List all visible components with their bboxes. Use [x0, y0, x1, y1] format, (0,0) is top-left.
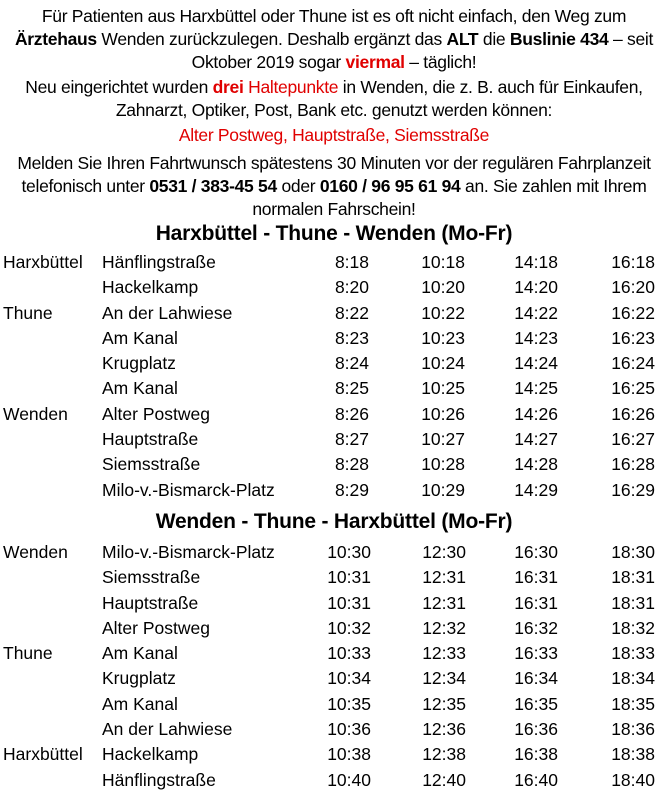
departure-time: 8:28 — [334, 454, 369, 475]
departure-time: 16:31 — [514, 592, 558, 613]
departure-time: 10:26 — [421, 403, 465, 424]
departure-time: 16:26 — [611, 403, 655, 424]
departure-time: 10:40 — [327, 769, 371, 790]
departure-time: 16:30 — [514, 542, 558, 562]
departure-time: 16:36 — [514, 719, 558, 740]
departure-time: 12:40 — [422, 769, 466, 790]
drei-highlight: drei — [212, 77, 244, 97]
viermal-highlight: viermal — [345, 52, 405, 72]
town-name: Thune — [3, 302, 53, 323]
departure-time: 10:36 — [327, 719, 371, 740]
town-name: Harxbüttel — [3, 252, 83, 272]
timetable-2 — [0, 540, 668, 793]
departure-time: 18:33 — [611, 643, 655, 664]
departure-time: 12:32 — [422, 617, 466, 638]
table-row — [0, 376, 668, 401]
departure-time: 14:29 — [514, 479, 558, 500]
departure-time: 16:38 — [514, 744, 558, 765]
departure-time: 10:31 — [327, 567, 371, 588]
departure-time: 8:18 — [334, 252, 369, 272]
departure-time: 12:36 — [422, 719, 466, 740]
departure-time: 16:33 — [514, 643, 558, 664]
departure-time: 10:33 — [327, 643, 371, 664]
stop-name: Hänflingstraße — [102, 252, 216, 272]
departure-time: 16:27 — [611, 429, 655, 450]
intro-paragraph-1: Für Patienten aus Harxbüttel oder Thune ist es oft nicht einfach, den Weg zum Ärztehaus Wenden zurückzulegen. Deshalb ergänzt das ALT die Buslinie 434 – seit Oktober 2019 sogar viermal – täglich! — [14, 6, 654, 72]
stop-name: An der Lahwiese — [102, 719, 233, 740]
departure-time: 12:31 — [422, 567, 466, 588]
stop-name: Alter Postweg — [102, 403, 210, 424]
table-row — [0, 768, 668, 793]
stop-name: Siemsstraße — [102, 567, 201, 588]
departure-time: 16:24 — [611, 353, 655, 374]
departure-time: 10:23 — [421, 327, 465, 348]
departure-time: 18:38 — [611, 744, 655, 765]
stop-name: Hauptstraße — [102, 592, 199, 613]
stop-name: Krugplatz — [102, 353, 176, 374]
aerztehaus-bold: Ärztehaus — [14, 29, 97, 49]
table-row — [0, 301, 668, 326]
table-row — [0, 540, 668, 565]
stop-name: Hauptstraße — [102, 429, 199, 450]
town-name: Thune — [3, 643, 53, 664]
table-row — [0, 250, 668, 275]
timetable-1 — [0, 250, 668, 503]
table-row — [0, 692, 668, 717]
departure-time: 14:26 — [514, 403, 558, 424]
timetable-1-title: Harxbüttel - Thune - Wenden (Mo-Fr) — [155, 222, 513, 245]
intro-paragraph-2: Neu eingerichtet wurden drei Haltepunkte in Wenden, die z. B. auch für Einkaufen, Zahnarzt, Optiker, Post, Bank etc. genutzt werden können: — [25, 77, 643, 120]
departure-time: 10:20 — [421, 277, 465, 298]
table-row — [0, 326, 668, 351]
departure-time: 18:30 — [611, 542, 655, 562]
departure-time: 10:31 — [327, 592, 371, 613]
departure-time: 10:35 — [327, 693, 371, 714]
phone-number-2: 0160 / 96 95 61 94 — [319, 176, 461, 196]
phone-number-1: 0531 / 383-45 54 — [149, 176, 277, 196]
table-row — [0, 275, 668, 300]
table-row — [0, 478, 668, 503]
departure-time: 14:24 — [514, 353, 558, 374]
departure-time: 14:27 — [514, 429, 558, 450]
stop-name: Hackelkamp — [102, 277, 199, 298]
table-row — [0, 641, 668, 666]
table-row — [0, 402, 668, 427]
departure-time: 10:18 — [421, 252, 465, 272]
departure-time: 8:23 — [334, 327, 369, 348]
departure-time: 12:34 — [422, 668, 466, 689]
departure-time: 16:29 — [611, 479, 655, 500]
intro-paragraph-4: Melden Sie Ihren Fahrtwunsch spätestens 30 Minuten vor der regulären Fahrplanzeit telefonisch unter 0531 / 383-45 54 oder 0160 / 96 95 61 94 an. Sie zahlen mit Ihrem normalen Fahrschein! — [17, 153, 651, 219]
departure-time: 8:20 — [334, 277, 369, 298]
departure-time: 16:32 — [514, 617, 558, 638]
departure-time: 10:28 — [421, 454, 465, 475]
departure-time: 18:36 — [611, 719, 655, 740]
table-row — [0, 427, 668, 452]
town-name: Harxbüttel — [3, 744, 83, 765]
stop-name: Am Kanal — [102, 378, 178, 399]
stop-name: Alter Postweg — [102, 617, 210, 638]
departure-time: 8:26 — [334, 403, 369, 424]
new-stops-list: Alter Postweg, Hauptstraße, Siemsstraße — [178, 125, 490, 145]
departure-time: 8:22 — [334, 302, 369, 323]
departure-time: 16:18 — [611, 252, 655, 272]
departure-time: 14:23 — [514, 327, 558, 348]
timetable-2-title: Wenden - Thune - Harxbüttel (Mo-Fr) — [155, 510, 513, 533]
departure-time: 16:35 — [514, 693, 558, 714]
departure-time: 12:35 — [422, 693, 466, 714]
departure-time: 10:22 — [421, 302, 465, 323]
town-name: Wenden — [3, 542, 68, 562]
stop-name: Hackelkamp — [102, 744, 199, 765]
stop-name: Siemsstraße — [102, 454, 201, 475]
departure-time: 10:27 — [421, 429, 465, 450]
departure-time: 14:28 — [514, 454, 558, 475]
stop-name: Krugplatz — [102, 668, 176, 689]
departure-time: 12:38 — [422, 744, 466, 765]
departure-time: 10:24 — [421, 353, 465, 374]
departure-time: 14:18 — [514, 252, 558, 272]
departure-time: 16:23 — [611, 327, 655, 348]
table-row — [0, 742, 668, 767]
intro-text — [0, 5, 668, 221]
departure-time: 8:24 — [334, 353, 369, 374]
stop-name: An der Lahwiese — [102, 302, 233, 323]
stop-name: Am Kanal — [102, 693, 178, 714]
stop-name: Milo-v.-Bismarck-Platz — [102, 542, 275, 562]
buslinie-bold: Buslinie 434 — [509, 29, 609, 49]
alt-bold: ALT — [446, 29, 479, 49]
departure-time: 10:38 — [327, 744, 371, 765]
departure-time: 18:35 — [611, 693, 655, 714]
departure-time: 18:34 — [611, 668, 655, 689]
departure-time: 12:31 — [422, 592, 466, 613]
departure-time: 8:29 — [334, 479, 369, 500]
departure-time: 18:32 — [611, 617, 655, 638]
departure-time: 16:25 — [611, 378, 655, 399]
departure-time: 16:34 — [514, 668, 558, 689]
departure-time: 14:25 — [514, 378, 558, 399]
town-name: Wenden — [3, 403, 68, 424]
stop-name: Hänflingstraße — [102, 769, 216, 790]
departure-time: 16:28 — [611, 454, 655, 475]
table-row — [0, 351, 668, 376]
departure-time: 18:40 — [611, 769, 655, 790]
table-row — [0, 616, 668, 641]
departure-time: 16:20 — [611, 277, 655, 298]
departure-time: 16:40 — [514, 769, 558, 790]
table-row — [0, 565, 668, 590]
table-row — [0, 717, 668, 742]
stop-name: Am Kanal — [102, 327, 178, 348]
table-row — [0, 591, 668, 616]
departure-time: 16:22 — [611, 302, 655, 323]
stop-name: Milo-v.-Bismarck-Platz — [102, 479, 275, 500]
departure-time: 16:31 — [514, 567, 558, 588]
departure-time: 10:29 — [421, 479, 465, 500]
departure-time: 8:25 — [334, 378, 369, 399]
departure-time: 10:30 — [327, 542, 371, 562]
departure-time: 14:20 — [514, 277, 558, 298]
departure-time: 10:25 — [421, 378, 465, 399]
departure-time: 10:34 — [327, 668, 371, 689]
departure-time: 8:27 — [334, 429, 369, 450]
departure-time: 18:31 — [611, 592, 655, 613]
departure-time: 18:31 — [611, 567, 655, 588]
stop-name: Am Kanal — [102, 643, 178, 664]
departure-time: 10:32 — [327, 617, 371, 638]
table-row — [0, 666, 668, 691]
table-row — [0, 452, 668, 477]
departure-time: 12:33 — [422, 643, 466, 664]
departure-time: 12:30 — [422, 542, 466, 562]
departure-time: 14:22 — [514, 302, 558, 323]
